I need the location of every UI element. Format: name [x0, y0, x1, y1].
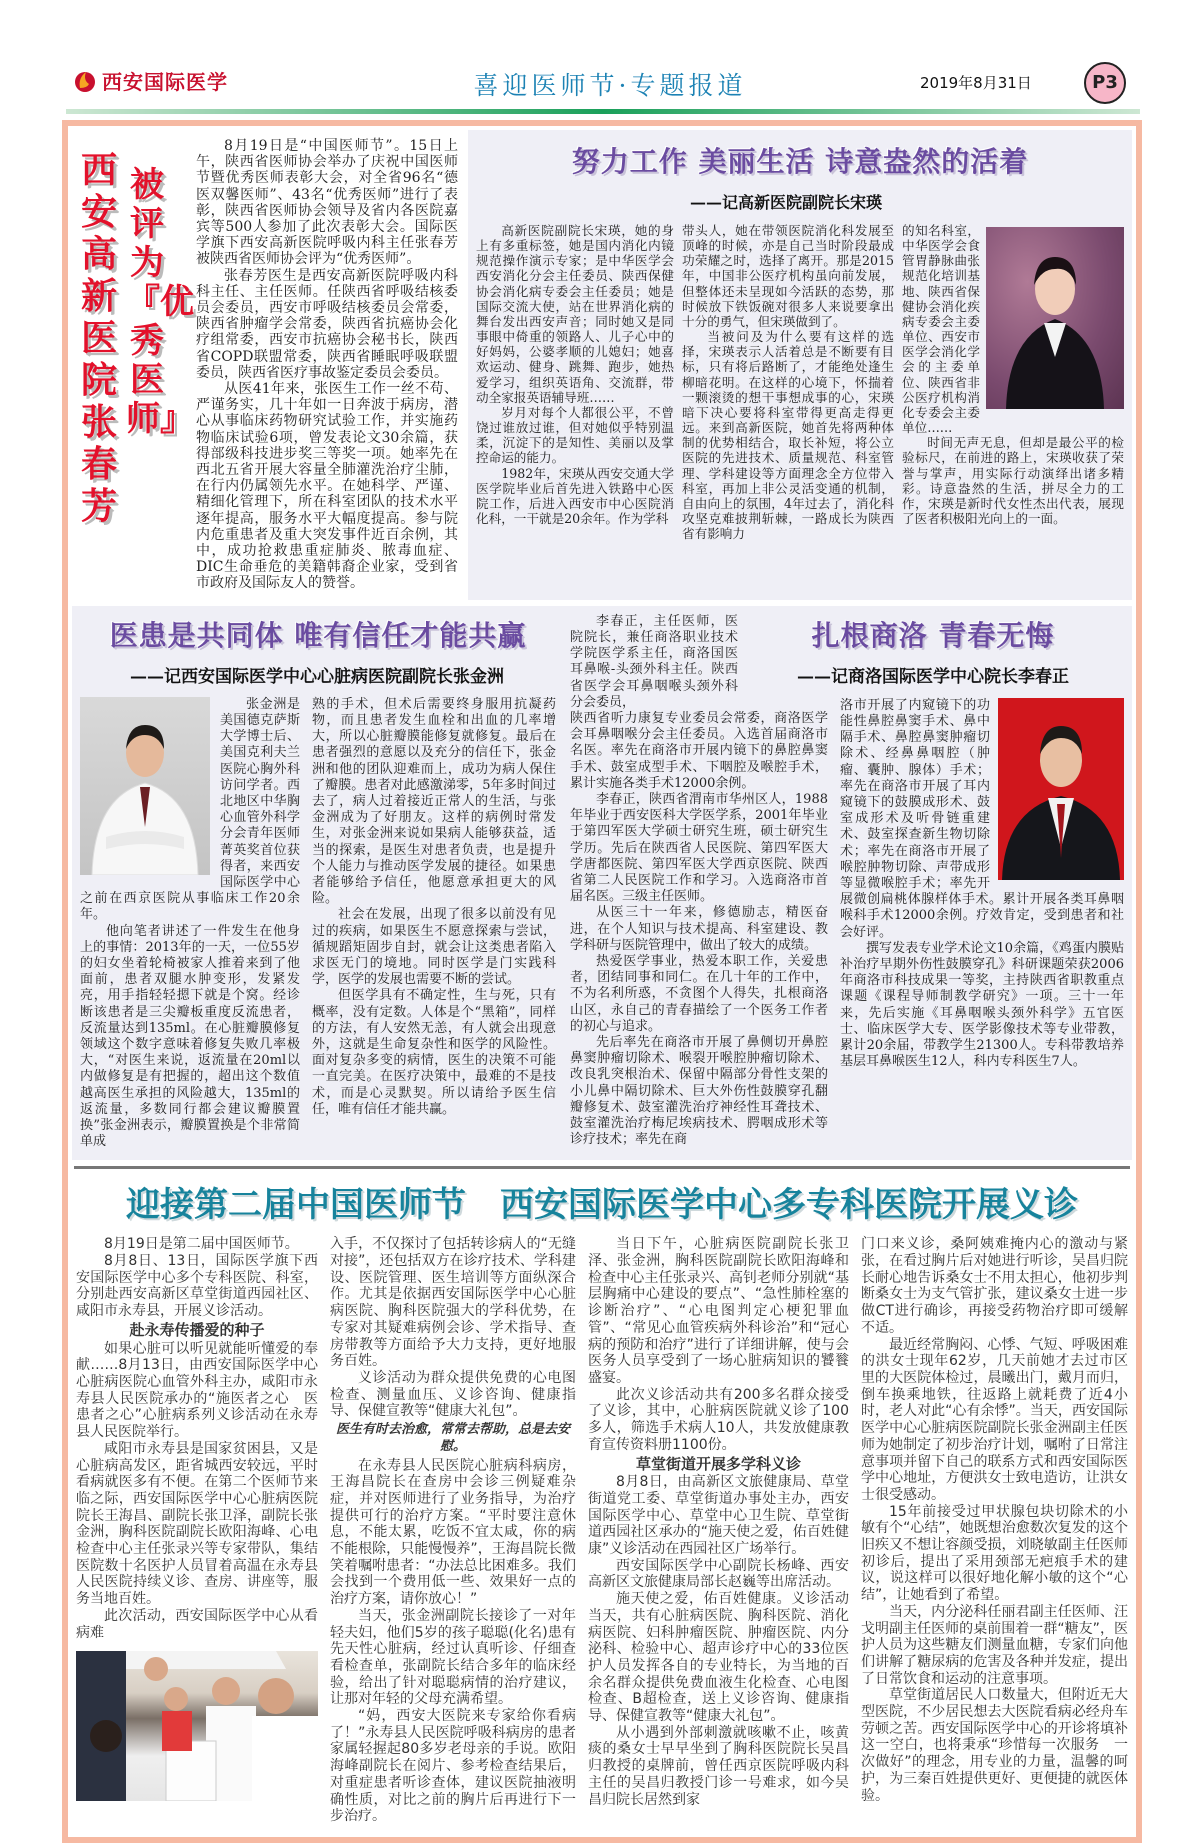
paragraph: 此次活动，西安国际医学中心从看病难: [76, 1607, 318, 1641]
paragraph: 热爱医学事业，热爱本职工作，关爱患者，团结同事和同仁。在几十年的工作中，不为名利所惑，不贪图个人得失，扎根商洛山区，永自己的青春描绘了一个医务工作者的初心与追求。: [570, 953, 828, 1034]
article2-col3: [902, 223, 1124, 541]
article-li-chunzheng: [570, 614, 1124, 1151]
article-zhang-chunfang: [72, 130, 464, 600]
paragraph: 在永寿县人民医院心脏病科病房，王海昌院长在查房中会诊三例疑难杂症，并对医师进行了业务指导，为治疗提供可行的治疗方案。“平时要注意休息，不能太累，吃饭不宜太咸，你的病不能根除，只能慢慢养”，王海昌院长微笑着嘱咐患者：“办法总比困难多。我们会找到一个费用低一些、效果好一点的治疗方案，请你放心！”: [330, 1457, 576, 1608]
paragraph: 当天，内分泌科任丽君副主任医师、汪戈明副主任医师的桌前围着一群“糖友”，医护人员为这些糖友们测量血糖，专家们向他们讲解了糖尿病的危害及各种并发症，提出了日常饮食和运动的注意事项。: [861, 1603, 1128, 1687]
portrait-figure-icon: [998, 698, 1124, 880]
article4-heading: [742, 614, 1124, 694]
li-chunzheng-portrait: [998, 698, 1124, 880]
article4-title: 扎根商洛 青春无悔: [811, 618, 1055, 652]
crowd-scene-icon: [76, 1651, 318, 1801]
free-clinic-photo: [76, 1651, 318, 1801]
header-divider: [66, 109, 1140, 114]
paragraph: 从医41年来，张医生工作一丝不苟、严谨务实，几十年如一日奔波于病房，潜心从事临床药物研究试验工作，并实施药物临床试验6项，曾发表论文30余篇，获得部级科技进步奖三等奖一项。她率先在西北五省开展大容量全肺灌洗治疗尘肺，在行内仍属领先水平。在她科学、严谨、精细化管理下，所在科室团队的技术水平逐年提高，服务水平大幅度提高。参与院内危重患者及重大突发事件近百余例，其中，成功抢救患重症肺炎、脓毒血症、DIC生命垂危的美籍韩裔企业家，受到省市政府及国际友人的赞誉。: [196, 381, 458, 592]
paragraph: 先后率先在商洛市开展了鼻侧切开鼻腔鼻窦肿瘤切除术、喉裂开喉腔肿瘤切除术、改良乳突根治术、保留中隔部分骨性支架的小儿鼻中隔切除术、巨大外伤性鼓膜穿孔翻瓣修复术、鼓室灌洗治疗神经性耳聋技术、鼓室灌洗治疗梅尼埃病技术、腭咽成形术等诊疗技术；率先在商: [570, 1034, 828, 1148]
paragraph: 1982年，宋瑛从西安交通大学医学院毕业后首先进入铁路中心医院工作，后进入西安市中心医院消化科，一干就是20余年。作为学科: [476, 465, 674, 526]
masthead-logo: [74, 66, 228, 95]
paragraph: 社会在发展，出现了很多以前没有见过的疾病，如果医生不愿意探索与尝试，循规蹈矩固步自封，就会让这类患者陷入求医无门的境地。同时医学是门实践科学，医学的发展也需要不断的尝试。: [312, 907, 556, 988]
article3-title: 医患是共同体 唯有信任才能共赢: [109, 618, 527, 652]
article5-col3: [588, 1236, 849, 1825]
zhang-jinzhou-portrait: [80, 697, 210, 875]
middle-section: [72, 606, 1132, 1161]
paragraph: 如果心脏可以听见就能听懂爱的奉献……8月13日，由西安国际医学中心心脏病医院心血管外科主办，咸阳市永寿县人民医院承办的“施医者之心 医患者之心”心脏病系列义诊活动在永寿县人民医院举行。: [76, 1340, 318, 1441]
paragraph: 从医三十一年来，修德励志，精医奋进，在个人知识与技术提高、科室建设、教学科研与医院管理中，做出了较大的成绩。: [570, 905, 828, 953]
article3-col1: [80, 697, 300, 1151]
paragraph: 洛市开展了内窥镜下的功能性鼻腔鼻窦手术、鼻中隔手术、鼻腔鼻窦肿瘤切除术、经鼻鼻咽腔（肿瘤、囊肿、腺体）手术；率先在商洛市开展了耳内窥镜下的鼓膜成形术、鼓室成形术及听骨链重建术、鼓室探查新生物切除术；率先在商洛市开展了喉腔肿物切除、声带成形等显微喉腔手术；率先开展微创扁桃体腺样体手术。累计开展各类耳鼻咽喉科手术12000余例。疗效肯定，受到患者和社会好评。: [840, 697, 1124, 940]
paragraph: 入手，不仅探讨了包括转诊病人的“无缝对接”，还包括双方在诊疗技术、学科建设、医院管理、医生培训等方面纵深合作。尤其是依据西安国际医学中心心脏病医院、胸科医院强大的学科优势，在专家对其疑难病例会诊、学术指导、查房带教等方面给予大力支持，更好地服务百姓。: [330, 1236, 576, 1370]
paragraph: 义诊活动为群众提供免费的心电图检查、测量血压、义诊咨询、健康指导、保健宣教等“健康大礼包”。: [330, 1370, 576, 1420]
portrait-figure-icon: [80, 697, 210, 875]
paragraph: 施天使之爱，佑百姓健康。义诊活动当天，共有心脏病医院、胸科医院、消化病医院、妇科肿瘤医院、肿瘤医院、内分泌科、检验中心、超声诊疗中心的33位医护人员发挥各自的专业特长，为当地的百余名群众提供免费血液生化检查、心电图检查、B超检查，送上义诊咨询、健康指导、保健宣教等“健康大礼包”。: [588, 1591, 849, 1725]
article2-col2: [682, 223, 894, 541]
top-section: [72, 130, 1132, 600]
article1-body: [196, 138, 458, 592]
article-zhang-jinzhou: [80, 614, 556, 1151]
article2-title: 努力工作 美丽生活 诗意盎然的活着: [571, 145, 1029, 178]
paragraph: 草堂街道居民人口数量大，但附近无大型医院，不少居民想去大医院看病必经舟车劳顿之苦。西安国际医学中心的开诊将填补这一空白，也将秉承“珍惜每一次服务 一次做好”的理念，用专业的力量，温馨的呵护，为三秦百姓提供更好、更便捷的就医体验。: [861, 1687, 1128, 1804]
section-title: 喜迎医师节·专题报道: [473, 71, 747, 100]
paragraph: 时间无声无息，但却是最公平的检验标尺，在前进的路上，宋瑛收获了荣誉与掌声，用实际行动演绎出诸多精彩。诗意盎然的生活，拼尽全力的工作，宋瑛是新时代女性杰出代表，展现了医者积极阳光向上的一面。: [902, 435, 1124, 526]
quote-subheading: 医生有时去治愈，常常去帮助，总是去安慰。: [335, 1422, 570, 1454]
paragraph: 当日下午，心脏病医院副院长张卫泽、张金洲，胸科医院副院长欧阳海峰和检查中心主任张录兴、高钊老师分别就“基层胸痛中心建设的要点”、“急性肺栓塞的诊断治疗”、“心电图判定心梗犯罪血管”、“常见心血管疾病外科诊治”和“冠心病的预防和治疗”进行了详细讲解，使与会医务人员享受到了一场心脏病知识的饕餮盛宴。: [588, 1236, 849, 1386]
paragraph: 当被问及为什么要有这样的选择，宋瑛表示人活着总是不断要有目标，只有将后路断了，才能绝处逢生柳暗花明。在这样的心境下，怀揣着一颗滚烫的想干事想成事的心，宋瑛暗下决心要将科室带得更高走得更远。来到高新医院，她首先将两种体制的优势相结合，取长补短，将公立医院的先进技术、质量规范、科室管理、学科建设等方面理念全方位带入科室，再加上非公灵活变通的机制，自由向上的氛围，4年过去了，消化科攻坚克难披荆斩棘，一路成长为陕西省有影响力: [682, 329, 894, 542]
paragraph: 陕西省听力康复专业委员会常委，商洛医学会耳鼻咽喉分会主任委员。入选首届商洛市名医。率先在商洛市开展内镜下的鼻腔鼻窦手术、鼓室成型手术、下咽腔及喉腔手术，累计实施各类手术12000余例。: [570, 710, 828, 791]
paragraph: 8月8日，由高新区文旅健康局、草堂街道党工委、草堂街道办事处主办，西安国际医学中心、草堂中心卫生院、草堂街道西园社区承办的“施天使之爱，佑百姓健康”义诊活动在西园社区广场举行。: [588, 1474, 849, 1558]
paragraph: 高新医院副院长宋瑛，她的身上有多重标签，她是国内消化内镜规范操作演示专家；是中华医学会西安消化分会主任委员、陕西保健协会消化病专委会主任委员；她是国际交流大使，站在世界消化病的舞台发出西安声音；同时她又是同事眼中倚重的领路人、儿子心中的好妈妈，公婆孝顺的儿媳妇；她喜欢运动、健身、跳舞、跑步，她热爱学习，组织英语角、交流群，带动全家报英语辅导班……: [476, 223, 674, 405]
issue-date: 2019年8月31日: [920, 74, 1032, 92]
article5-col2: [330, 1236, 576, 1825]
article-song-ying: [468, 130, 1132, 600]
article3-subtitle: ——记西安国际医学中心心脏病医院副院长张金洲: [130, 666, 504, 687]
paragraph: 15年前接受过甲状腺包块切除术的小敏有个“心结”，她既想治愈数次复发的这个旧疾又不想让容颜受损，刘晓敏副主任医师初诊后，提出了采用颈部无疤痕手术的建议，说这样可以很好地化解小敏的这个“心结”，让她看到了希望。: [861, 1503, 1128, 1604]
page-number: P3: [1084, 62, 1126, 104]
article4-subtitle: ——记商洛国际医学中心院长李春正: [797, 666, 1069, 687]
paragraph: 当天，张金洲副院长接诊了一对年轻夫妇，他们5岁的孩子聪聪(化名)患有先天性心脏病，经过认真听诊、仔细查看检查单，张副院长结合多年的临床经验，给出了针对聪聪病情的治疗建议，让那对年轻的父母充满希望。: [330, 1607, 576, 1708]
article5-col4: [861, 1236, 1128, 1825]
paragraph: 李春正，主任医师，医院院长，兼任商洛职业技术学院医学系主任，商洛国医耳鼻喉-头颈外科主任。陕西省医学会耳鼻咽喉头颈外科分会委员，: [570, 613, 738, 710]
paragraph: 岁月对每个人都很公平，不曾饶过谁放过谁，但对她似乎特别温柔，沉淀下的是知性、美丽以及掌控命运的能力。: [476, 404, 674, 466]
article3-col2: [312, 697, 556, 1151]
article5-headline: 迎接第二届中国医师节 西安国际医学中心多专科医院开展义诊: [126, 1185, 1078, 1226]
paragraph: 8月19日是“中国医师节”。15日上午，陕西省医师协会举办了庆祝中国医师节暨优秀医师表彰大会，对全省96名“德医双馨医师”、43名“优秀医师”进行了表彰，陕西省医师协会领导及省内各医院嘉宾等500人参加了此次表彰大会。国际医学旗下西安高新医院呼吸内科主任张春芳被陕西省医师协会评为“优秀医师”。: [196, 138, 458, 268]
paragraph: 门口来义诊，桑阿姨难掩内心的激动与紧张，在看过胸片后对她进行听诊，吴昌归院长耐心地告诉桑女士不用太担心，他初步判断桑女士为支气管扩张，建议桑女士进一步做CT进行确诊，再接受药物治疗即可缓解不适。: [861, 1236, 1128, 1336]
headline-right: 被评为『优秀医师』: [126, 165, 194, 439]
article2-col1: [476, 223, 674, 541]
song-ying-portrait: [986, 227, 1124, 409]
paragraph: 带头人，她在带领医院消化科发展至顶峰的时候，亦是自己当时阶段最成功荣耀之时，选择了离开。那是2015年，中国非公医疗机构虽向前发展，但整体还未呈现如今活跃的态势，那时候放下铁饭碗对很多人来说要拿出十分的勇气，但宋瑛做到了。: [682, 223, 894, 329]
section-divider: [74, 1166, 1130, 1169]
portrait-figure-icon: [986, 227, 1124, 409]
paragraph: 的知名科室，中华医学会食管胃静脉曲张规范化培训基地、陕西省保健协会消化疾病专委会主委单位、西安市医学会消化学会的主委单位、陕西省非公医疗机构消化专委会主委单位……: [902, 223, 980, 436]
article2-subtitle: ——记高新医院副院长宋瑛: [690, 193, 883, 212]
page-frame: [62, 120, 1142, 1843]
paragraph: 他向笔者讲述了一件发生在他身上的事情：2013年的一天，一位55岁的妇女坐着轮椅被家人推着来到了他面前，患者双腿水肿变形，发紧发亮，用手指轻轻摁下就是个窝。经诊断该患者是三尖瓣板重度反流患者，反流量达到135ml。在心脏瓣膜修复领域这个数字意味着修复失败几率极大，“对医生来说，返流量在20ml以内做修复是有把握的，超出这个数值越高医生承担的风险越大，135ml的返流量，多数同行都会建议瓣膜置换”张金洲表示，瓣膜置换是个非常简单成: [80, 923, 300, 1150]
paragraph: 最近经常胸闷、心悸、气短、呼吸困难的洪女士现年62岁，几天前她才去过市区里的大医院体检过，晨曦出门，戴月而归，倒车换乘地铁，往返路上就耗费了近4小时，老人对此“心有余悸”。当天，西安国际医学中心心脏病医院副院长张金洲副主任医师为她制定了初步治疗计划，嘱咐了日常注意事项并留下自己的联系方式和西安国际医学中心地址，方便洪女士致电造访，让洪女士很受感动。: [861, 1336, 1128, 1503]
article5-body: [72, 1236, 1132, 1833]
paragraph: 西安国际医学中心副院长杨峰、西安高新区文旅健康局部长赵巍等出席活动。: [588, 1557, 849, 1591]
subheading: 赴永寿传播爱的种子: [129, 1320, 265, 1339]
article4-col1: [570, 614, 828, 1149]
headline-left: 西安高新医院张春芳: [80, 150, 117, 527]
paragraph: “妈，西安大医院来专家给你看病了！”永寿县人民医院呼吸科病房的患者家属轻握起80多岁老母亲的手说。欧阳海峰副院长在阅片、参考检查结果后，对重症患者听诊查体，建议医院抽液明确性质，对比之前的胸片后再进行下一步治疗。: [330, 1708, 576, 1825]
paragraph: 从小遇到外部刺激就咳嗽不止，咳黄痰的桑女士早早坐到了胸科医院院长吴昌归教授的桌牌前，曾任西京医院呼吸内科主任的吴昌归教授门诊一号难求，如今吴昌归院长居然到家: [588, 1724, 849, 1808]
paragraph: 8月8日、13日，国际医学旗下西安国际医学中心多个专科医院、科室，分别赴西安高新区草堂街道西园社区、咸阳市永寿县，开展义诊活动。: [76, 1253, 318, 1320]
article5-col1: [76, 1236, 318, 1825]
paragraph: 但医学具有不确定性，生与死，只有概率，没有定数。人体是个“黑箱”，同样的方法，有人安然无恙，有人就会出现意外，这就是生命复杂性和医学的风险性。面对复杂多变的病情，医生的决策不可能一直完美。在医疗决策中，最难的不是技术，而是心灵默契。所以请给予医生信任，唯有信任才能共赢。: [312, 988, 556, 1117]
paragraph: 张金洲是美国德克萨斯大学博士后、美国克利夫兰医院心胸外科访问学者。西北地区中华胸心血管外科学分会青年医师菁英奖首位获得者，来西安国际医学中心之前在西京医院从事临床工作20余年。: [80, 696, 300, 923]
article4-col2: [840, 614, 1124, 1149]
subheading: 草堂街道开展多学科义诊: [635, 1454, 801, 1473]
flame-logo-icon: [74, 68, 96, 94]
paragraph: 张春芳医生是西安高新医院呼吸内科科主任、主任医师。任陕西省呼吸结核委员会委员，西安市呼吸结核委员会常委，陕西省肿瘤学会常委，陕西省抗癌协会化疗组常委，西安市抗癌协会秘书长，陕西省COPD联盟常委，陕西省睡眠呼吸联盟委员，陕西省医疗事故鉴定委员会委员。: [196, 267, 458, 381]
paragraph: 撰写发表专业学术论文10余篇，《鸡蛋内膜贴补治疗早期外伤性鼓膜穿孔》科研课题荣获2006年商洛市科技成果一等奖，主持陕西省职教重点课题《课程导师制教学研究》一项。三十一年来，先后实施《耳鼻咽喉头颈外科学》五官医士、临床医学大专、医学影像技术等专业带教，累计20余届，带教学生21300人。专科带教培养基层耳鼻喉医生12人，科内专科医生7人。: [840, 940, 1124, 1070]
paragraph: 8月19日是第二届中国医师节。: [104, 1236, 299, 1253]
paragraph: 此次义诊活动共有200多名群众接受了义诊，其中，心脏病医院就义诊了100多人，筛选手术病人10人，共发放健康教育宣传资料册1100份。: [588, 1386, 849, 1453]
paragraph: 咸阳市永寿县是国家贫困县，又是心脏病高发区，距省城西安较远，平时看病就医多有不便。在第二个医师节来临之际，西安国际医学中心心脏病医院院长王海昌、副院长张卫泽，副院长张金洲，胸科医院副院长欧阳海峰、心电检查中心主任张录兴等专家带队，集结医院数十名医护人员冒着高温在永寿县人民医院持续义诊、查房、讲座等，服务当地百姓。: [76, 1440, 318, 1608]
paragraph: 熟的手术，但术后需要终身服用抗凝药物，而且患者发生血栓和出血的几率增大，所以心脏瓣膜能修复就修复。最后在患者强烈的意愿以及充分的信任下，张金洲和他的团队迎难而上，成功为病人保住了瓣膜。患者对此感激涕零，5年多时间过去了，病人过着接近正常人的生活，与张金洲成为了好朋友。这样的病例时常发生，对张金洲来说如果病人能够获益，适当的探索，是医生对患者负责，也是提升个人能力与推动医学发展的捷径。如果患者能够给予信任，他愿意承担更大的风险。: [312, 696, 556, 907]
paragraph: 李春正，陕西省渭南市华州区人，1988年毕业于西安医科大学医学系，2001年毕业于第四军医大学硕士研究生班，硕士研究生学历。先后在陕西省人民医院、第四军医大学唐都医院、第四军医大学西京医院、陕西省第二人民医院工作和学习。入选商洛市首届名医。三级主任医师。: [570, 791, 828, 905]
logo-text: 西安国际医学: [102, 70, 228, 94]
